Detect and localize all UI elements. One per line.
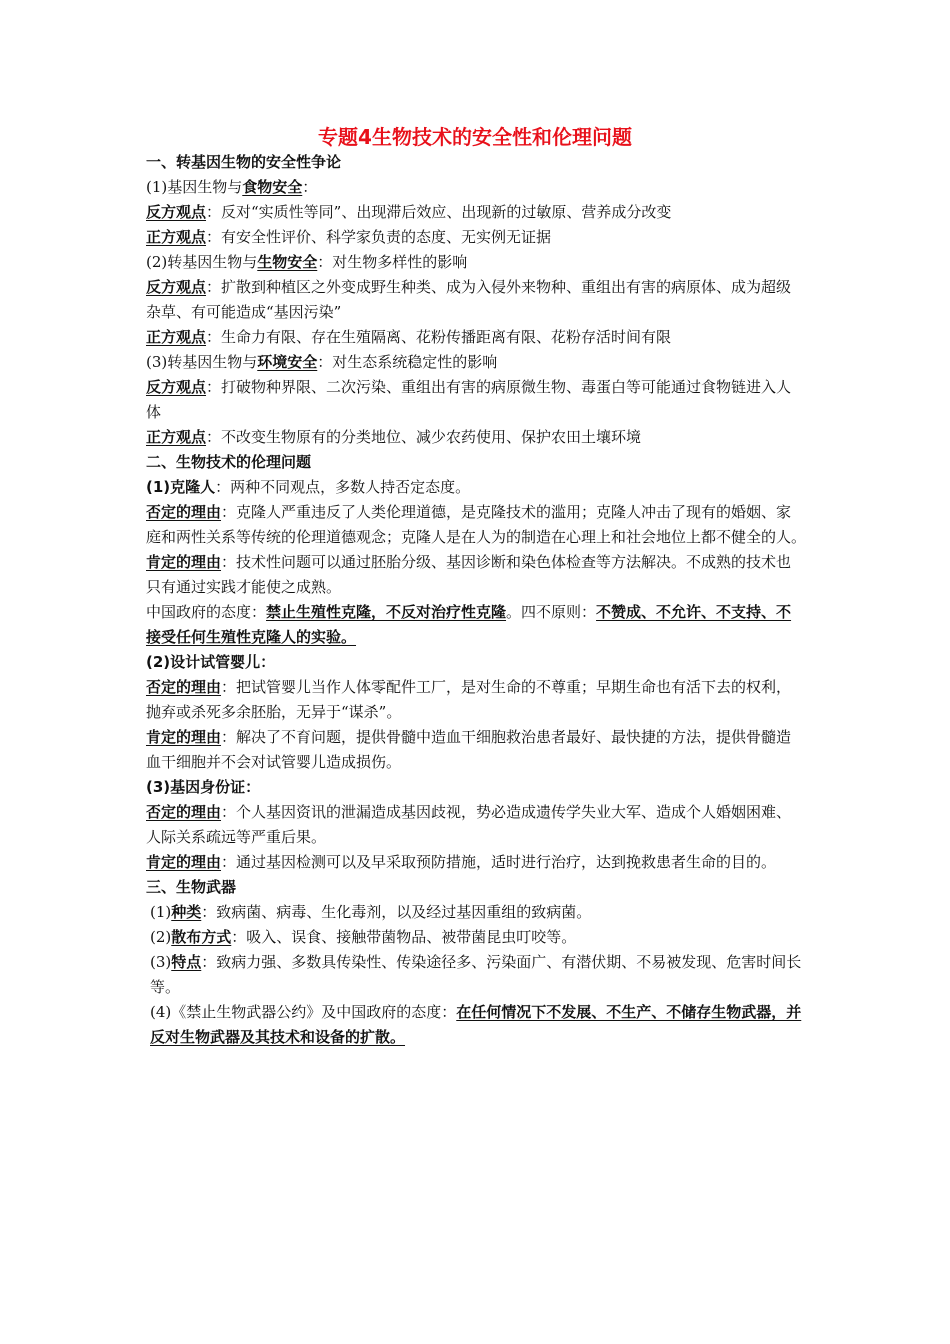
item-prefix: (3) — [150, 953, 172, 971]
s1-item-2 — [146, 250, 806, 275]
s1-item-1-con — [146, 200, 806, 225]
pos-label: 肯定的理由 — [146, 553, 222, 571]
item-label: 特点 — [171, 953, 202, 971]
s2-ivf-title: (2)设计试管婴儿： — [146, 653, 276, 671]
s1-item-2-key: 生物安全 — [257, 253, 318, 271]
pos-text: ：技术性问题可以通过胚胎分级、基因诊断和染色体检查等方法解决。不成熟的技术也只有通过实践才能使之成熟。 — [146, 553, 792, 596]
con-label: 反方观点 — [146, 203, 207, 221]
neg-text: ：个人基因资讯的泄漏造成基因歧视，势必造成遗传学失业大军、造成个人婚姻困难、人际关系疏远等严重后果。 — [146, 803, 792, 846]
section-1-heading: 一、转基因生物的安全性争论 — [146, 153, 342, 171]
gov-mid: 。四不原则： — [506, 603, 597, 621]
s3-item-2 — [146, 925, 806, 950]
item-label: 散布方式 — [171, 928, 232, 946]
pro-text: ：不改变生物原有的分类地位、减少农药使用、保护农田土壤环境 — [206, 428, 642, 446]
s1-item-1-key: 食物安全 — [242, 178, 303, 196]
pro-label: 正方观点 — [146, 228, 207, 246]
neg-text: ：把试管婴儿当作人体零配件工厂，是对生命的不尊重；早期生命也有活下去的权利，抛弃或杀死多余胚胎，无异于“谋杀”。 — [146, 678, 792, 721]
item-text: ：致病菌、病毒、生化毒剂，以及经过基因重组的致病菌。 — [201, 903, 592, 921]
s1-item-3 — [146, 350, 806, 375]
clone-intro: ：两种不同观点，多数人持否定态度。 — [215, 478, 471, 496]
pos-text: ：通过基因检测可以及早采取预防措施，适时进行治疗，达到挽救患者生命的目的。 — [221, 853, 777, 871]
s1-item-3-prefix: (3)转基因生物与 — [146, 353, 258, 371]
neg-label: 否定的理由 — [146, 803, 222, 821]
pro-text: ：有安全性评价、科学家负责的态度、无实例无证据 — [206, 228, 552, 246]
s3-item-4 — [146, 1000, 806, 1050]
s1-item-2-pro — [146, 325, 806, 350]
s1-item-1-prefix: (1)基因生物与 — [146, 178, 243, 196]
s1-item-2-suffix: ：对生物多样性的影响 — [317, 253, 468, 271]
s2-clone-pos — [146, 550, 806, 600]
neg-text: ：克隆人严重违反了人类伦理道德，是克隆技术的滥用；克隆人冲击了现有的婚姻、家庭和两性关系等传统的伦理道德观念；克隆人是在人为的制造在心理上和社会地位上都不健全的人。 — [146, 503, 807, 546]
con-label: 反方观点 — [146, 378, 207, 396]
con-text: ：反对“实质性等同”、出现滞后效应、出现新的过敏原、营养成分改变 — [206, 203, 672, 221]
s2-clone-gov — [146, 600, 806, 650]
con-text: ：打破物种界限、二次污染、重组出有害的病原微生物、毒蛋白等可能通过食物链进入人体 — [146, 378, 792, 421]
document-body — [146, 150, 806, 1050]
gov-prefix: 中国政府的态度： — [146, 603, 267, 621]
s1-item-1-suffix: ： — [302, 178, 318, 196]
con-text: ：扩散到种植区之外变成野生种类、成为入侵外来物种、重组出有害的病原体、成为超级杂草、有可能造成“基因污染” — [146, 278, 792, 321]
s2-gene-id-pos — [146, 850, 806, 875]
item-label: 种类 — [171, 903, 202, 921]
s1-item-1-pro — [146, 225, 806, 250]
s1-item-3-suffix: ：对生态系统稳定性的影响 — [317, 353, 498, 371]
s1-item-3-con — [146, 375, 806, 425]
pro-label: 正方观点 — [146, 428, 207, 446]
neg-label: 否定的理由 — [146, 503, 222, 521]
pro-text: ：生命力有限、存在生殖隔离、花粉传播距离有限、花粉存活时间有限 — [206, 328, 672, 346]
s2-gene-id-title: (3)基因身份证： — [146, 778, 261, 796]
s2-gene-id-neg — [146, 800, 806, 850]
s1-item-1 — [146, 175, 806, 200]
gov-four-principles: 不赞成、不允许、不支持、不接受任何生殖性克隆人的实验。 — [146, 603, 792, 646]
pro-label: 正方观点 — [146, 328, 207, 346]
gov-key: 禁止生殖性克隆，不反对治疗性克隆 — [266, 603, 507, 621]
item-prefix: (4)《禁止生物武器公约》及中国政府的态度： — [150, 1003, 457, 1021]
s1-item-2-con — [146, 275, 806, 325]
item-key: 在任何情况下不发展、不生产、不储存生物武器，并反对生物武器及其技术和设备的扩散。 — [150, 1003, 802, 1046]
s1-item-3-pro — [146, 425, 806, 450]
s2-clone-neg — [146, 500, 806, 550]
page-title: 专题4生物技术的安全性和伦理问题 — [318, 125, 632, 149]
s1-item-3-key: 环境安全 — [257, 353, 318, 371]
s2-ivf-pos — [146, 725, 806, 775]
item-text: ：致病力强、多数具传染性、传染途径多、污染面广、有潜伏期、不易被发现、危害时间长等。 — [150, 953, 802, 996]
s2-clone-title — [146, 475, 806, 500]
pos-label: 肯定的理由 — [146, 853, 222, 871]
neg-label: 否定的理由 — [146, 678, 222, 696]
con-label: 反方观点 — [146, 278, 207, 296]
pos-text: ：解决了不育问题，提供骨髓中造血干细胞救治患者最好、最快捷的方法，提供骨髓造血干细胞并不会对试管婴儿造成损伤。 — [146, 728, 792, 771]
s3-item-3 — [146, 950, 806, 1000]
item-prefix: (2) — [150, 928, 172, 946]
s2-ivf-neg — [146, 675, 806, 725]
section-3-heading: 三、生物武器 — [146, 878, 237, 896]
section-2-heading: 二、生物技术的伦理问题 — [146, 453, 312, 471]
item-prefix: (1) — [150, 903, 172, 921]
clone-title: (1)克隆人 — [146, 478, 216, 496]
s1-item-2-prefix: (2)转基因生物与 — [146, 253, 258, 271]
item-text: ：吸入、误食、接触带菌物品、被带菌昆虫叮咬等。 — [231, 928, 577, 946]
pos-label: 肯定的理由 — [146, 728, 222, 746]
s3-item-1 — [146, 900, 806, 925]
